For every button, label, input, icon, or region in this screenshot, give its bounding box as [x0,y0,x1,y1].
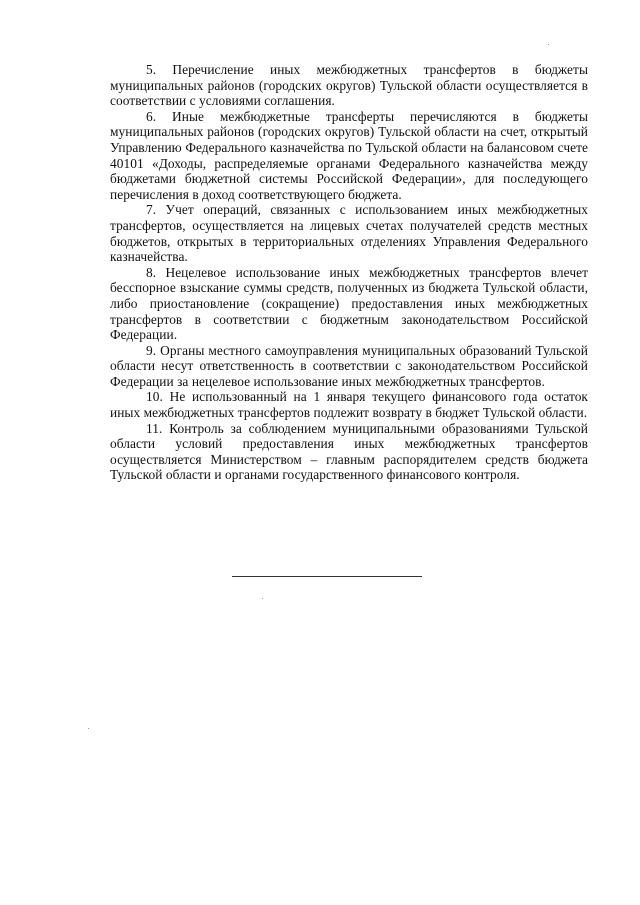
paragraph-5: 5. Перечисление иных межбюджетных трансфертов в бюджеты муниципальных районов (городских округов) Тульской области осуществляется в соответствии с условиями соглашения. [110,62,588,109]
end-separator-line [232,576,422,577]
paragraph-8: 8. Нецелевое использование иных межбюджетных трансфертов влечет бесспорное взыскание суммы средств, полученных из бюджета Тульской области, либо приостановление (сокращение) предоставления иных межбюджетных трансфертов в соответствии с бюджетным законодательством Российской Федерации. [110,264,588,343]
paragraph-9: 9. Органы местного самоуправления муниципальных образований Тульской области несут ответственность в соответствии с законодательством Российской Федерации за нецелевое использование иных межбюджетных трансфертов. [110,342,588,389]
paragraph-11: 11. Контроль за соблюдением муниципальными образованиями Тульской области условий предоставления иных межбюджетных трансфертов осуществляется Министерством – главным распорядителем средств бюджета Тульской области и органами государственного финансового контроля. [110,420,588,483]
document-body [110,62,588,483]
paragraph-10: 10. Не использованный на 1 января текущего финансового года остаток иных межбюджетных трансфертов подлежит возврату в бюджет Тульской области. [110,389,588,421]
scan-speck [548,44,549,45]
paragraph-6: 6. Иные межбюджетные трансферты перечисляются в бюджеты муниципальных районов (городских округов) Тульской области на счет, открытый Управлению Федерального казначейства по Тульской области на балансовом счете 40101 «Доходы, распределяемые органами Федерального казначейства между бюджетами бюджетной системы Российской Федерации», для последующего перечисления в доход соответствующего бюджета. [110,108,588,202]
scan-speck [88,728,89,729]
paragraph-7: 7. Учет операций, связанных с использованием иных межбюджетных трансфертов, осуществляется на лицевых счетах получателей средств местных бюджетов, открытых в территориальных отделениях Управления Федерального казначейства. [110,202,588,265]
scan-speck [262,598,263,599]
